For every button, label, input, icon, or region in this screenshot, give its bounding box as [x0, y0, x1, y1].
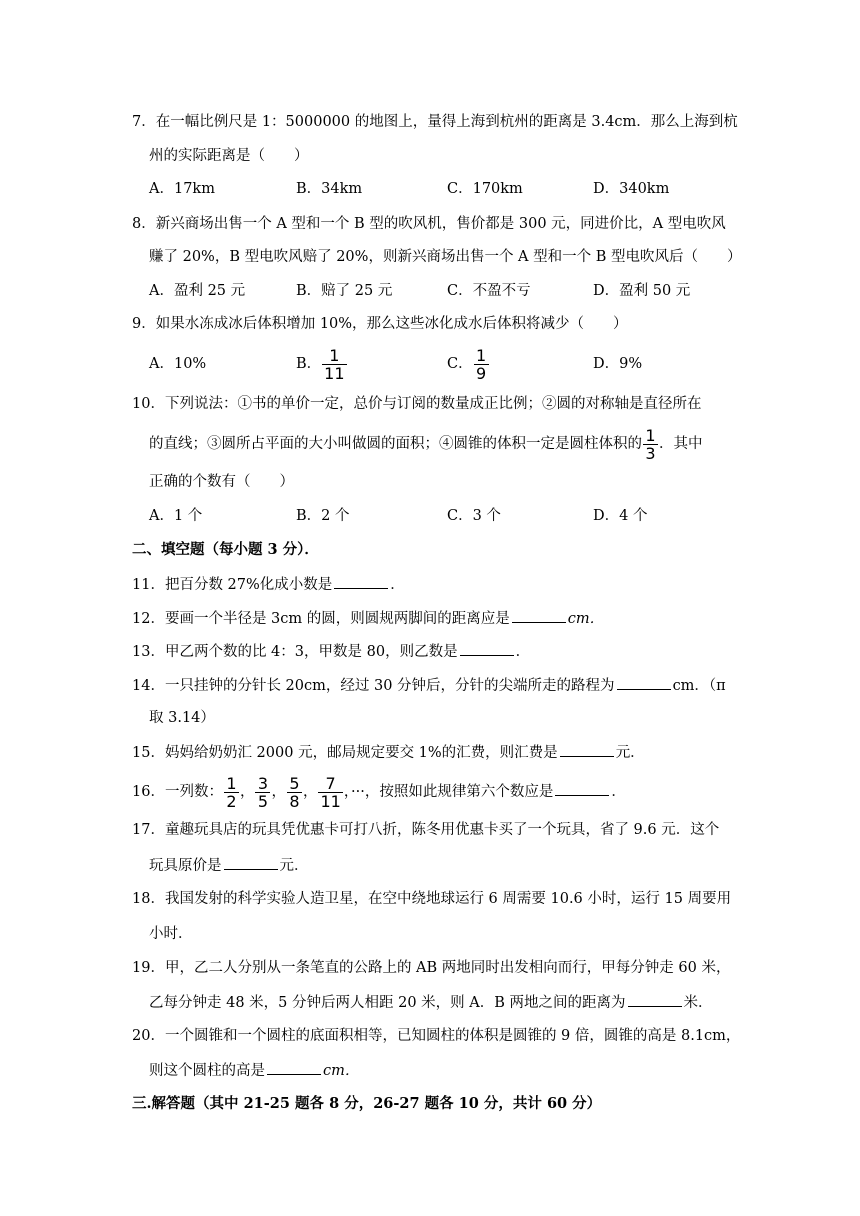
- fraction-numerator: 1: [226, 773, 237, 793]
- question-8-line-2: 赚了 20%，B 型电吹风赔了 20%，则新兴商场出售一个 A 型和一个 B 型电吹风后（ ）: [149, 249, 742, 265]
- fraction-1: [225, 775, 238, 810]
- question-8-option-d: D．盈利 50 元: [593, 283, 691, 299]
- question-20-text: 则这个圆柱的高是: [149, 1063, 265, 1079]
- fraction-denominator: 8: [289, 791, 300, 811]
- question-10-line-2: [149, 424, 703, 464]
- answer-blank[interactable]: [460, 641, 514, 656]
- question-15: [132, 742, 645, 763]
- question-19-line-2: [149, 992, 713, 1013]
- separator: ，: [302, 784, 318, 800]
- question-8-line-1: 8．新兴商场出售一个 A 型和一个 B 型的吹风机，售价都是 300 元，同进价比，A 型电吹风: [132, 216, 726, 232]
- question-11-text: 11．把百分数 27%化成小数是: [132, 577, 333, 593]
- fraction: [644, 427, 657, 462]
- question-12: [132, 608, 604, 629]
- question-10-option-b: B．2 个: [296, 508, 350, 524]
- question-19-end: 米．: [683, 995, 713, 1011]
- fraction-numerator: 7: [325, 773, 336, 793]
- fraction-4: [319, 775, 341, 810]
- question-20-end: cm．: [323, 1063, 360, 1079]
- fraction-3: [288, 775, 301, 810]
- question-9-option-b: [296, 344, 348, 384]
- question-9-option-d: D．9%: [593, 356, 643, 372]
- question-10-line-1: 10．下列说法：①书的单价一定，总价与订阅的数量成正比例；②圆的对称轴是直径所在: [132, 396, 702, 412]
- question-12-text: 12．要画一个半径是 3cm 的圆，则圆规两脚间的距离应是: [132, 611, 510, 627]
- question-7-option-b: B．34km: [296, 181, 363, 197]
- fraction-numerator: 5: [289, 773, 300, 793]
- section-3-heading: 三.解答题（其中 21-25 题各 8 分，26-27 题各 10 分，共计 60 分）: [132, 1095, 602, 1112]
- question-16-end: ．: [611, 784, 626, 800]
- answer-blank[interactable]: [267, 1060, 321, 1075]
- question-16: [132, 772, 626, 812]
- question-14-line-1: [132, 675, 726, 696]
- fraction-2: [256, 775, 269, 810]
- question-16-text: 16．一列数：: [132, 784, 223, 800]
- question-13-end: ．: [515, 644, 531, 660]
- fraction: [475, 347, 488, 382]
- question-8-option-b: B．赔了 25 元: [296, 283, 393, 299]
- question-15-text: 15．妈妈给奶奶汇 2000 元，邮局规定要交 1%的汇费，则汇费是: [132, 745, 558, 761]
- question-18-line-2: 小时．: [149, 926, 193, 942]
- question-17-line-1: 17．童趣玩具店的玩具凭优惠卡可打八折，陈冬用优惠卡买了一个玩具，省了 9.6 元．这个: [132, 822, 720, 838]
- question-11-end: ．: [390, 577, 405, 593]
- question-9-option-a: A．10%: [149, 356, 207, 372]
- question-7-option-d: D．340km: [593, 181, 670, 197]
- question-16-text-2: ，···，按照如此规律第六个数应是: [343, 784, 554, 800]
- fraction-numerator: 3: [257, 773, 269, 793]
- separator: ，: [271, 784, 286, 800]
- question-17-text: 玩具原价是: [149, 858, 222, 874]
- question-20-line-1: 20．一个圆锥和一个圆柱的底面积相等，已知圆柱的体积是圆锥的 9 倍，圆锥的高是 8.1cm，: [132, 1028, 741, 1044]
- answer-blank[interactable]: [555, 781, 609, 796]
- question-17-end: 元．: [279, 858, 309, 874]
- question-10-line-2-end: ．其中: [659, 436, 703, 452]
- fraction: [323, 347, 345, 382]
- answer-blank[interactable]: [334, 574, 388, 589]
- fraction-denominator: 3: [645, 443, 656, 463]
- question-19-text: 乙每分钟走 48 米，5 分钟后两人相距 20 米，则 A．B 两地之间的距离为: [149, 995, 626, 1011]
- fraction-denominator: 2: [226, 791, 237, 811]
- fraction-denominator: 11: [320, 791, 341, 811]
- answer-blank[interactable]: [224, 855, 278, 870]
- question-15-end: 元．: [615, 745, 645, 761]
- question-9-option-c: [447, 344, 490, 384]
- question-10-line-3: 正确的个数有（ ）: [149, 474, 294, 490]
- question-7-line-2: 州的实际距离是（ ）: [149, 148, 309, 164]
- answer-blank[interactable]: [628, 992, 682, 1007]
- question-9-line-1: 9．如果水冻成冰后体积增加 10%，那么这些冰化成水后体积将减少（ ）: [132, 316, 628, 332]
- question-11: [132, 574, 405, 595]
- question-14-line-2: 取 3.14）: [149, 710, 215, 726]
- fraction-numerator: 1: [329, 345, 340, 365]
- question-10-option-d: D．4 个: [593, 508, 648, 524]
- answer-blank[interactable]: [512, 608, 566, 623]
- separator: ，: [239, 784, 255, 800]
- question-20-line-2: [149, 1060, 359, 1081]
- question-13: [132, 641, 530, 662]
- question-19-line-1: 19．甲，乙二人分别从一条笔直的公路上的 AB 两地同时出发相向而行，甲每分钟走 60 米，: [132, 960, 731, 976]
- question-14-text: 14．一只挂钟的分针长 20cm，经过 30 分钟后，分针的尖端所走的路程为: [132, 678, 615, 694]
- question-14-end: cm．（π: [672, 678, 726, 694]
- fraction-denominator: 5: [257, 791, 269, 811]
- question-7-line-1: 7．在一幅比例尺是 1：5000000 的地图上，量得上海到杭州的距离是 3.4cm．那么上海到杭: [132, 114, 738, 130]
- question-8-option-c: C．不盈不亏: [447, 283, 531, 299]
- question-17-line-2: [149, 855, 309, 876]
- question-10-line-2-text: 的直线；③圆所占平面的大小叫做圆的面积；④圆锥的体积一定是圆柱体积的: [149, 436, 642, 452]
- question-10-option-a: A．1 个: [149, 508, 203, 524]
- answer-blank[interactable]: [617, 675, 671, 690]
- question-12-end: cm．: [567, 611, 605, 627]
- option-b-label: B．: [296, 356, 322, 372]
- question-7-option-c: C．170km: [447, 181, 523, 197]
- fraction-denominator: 11: [324, 363, 345, 383]
- question-13-text: 13．甲乙两个数的比 4：3，甲数是 80，则乙数是: [132, 644, 458, 660]
- option-c-label: C．: [447, 356, 473, 372]
- question-18-line-1: 18．我国发射的科学实验人造卫星，在空中绕地球运行 6 周需要 10.6 小时，运行 15 周要用: [132, 891, 732, 907]
- answer-blank[interactable]: [560, 742, 614, 757]
- question-8-option-a: A．盈利 25 元: [149, 283, 246, 299]
- question-10-option-c: C．3 个: [447, 508, 501, 524]
- section-2-heading: 二、填空题（每小题 3 分）．: [132, 541, 319, 558]
- fraction-denominator: 9: [476, 363, 487, 383]
- question-7-option-a: A．17km: [149, 181, 215, 197]
- fraction-numerator: 1: [645, 425, 656, 445]
- fraction-numerator: 1: [476, 345, 487, 365]
